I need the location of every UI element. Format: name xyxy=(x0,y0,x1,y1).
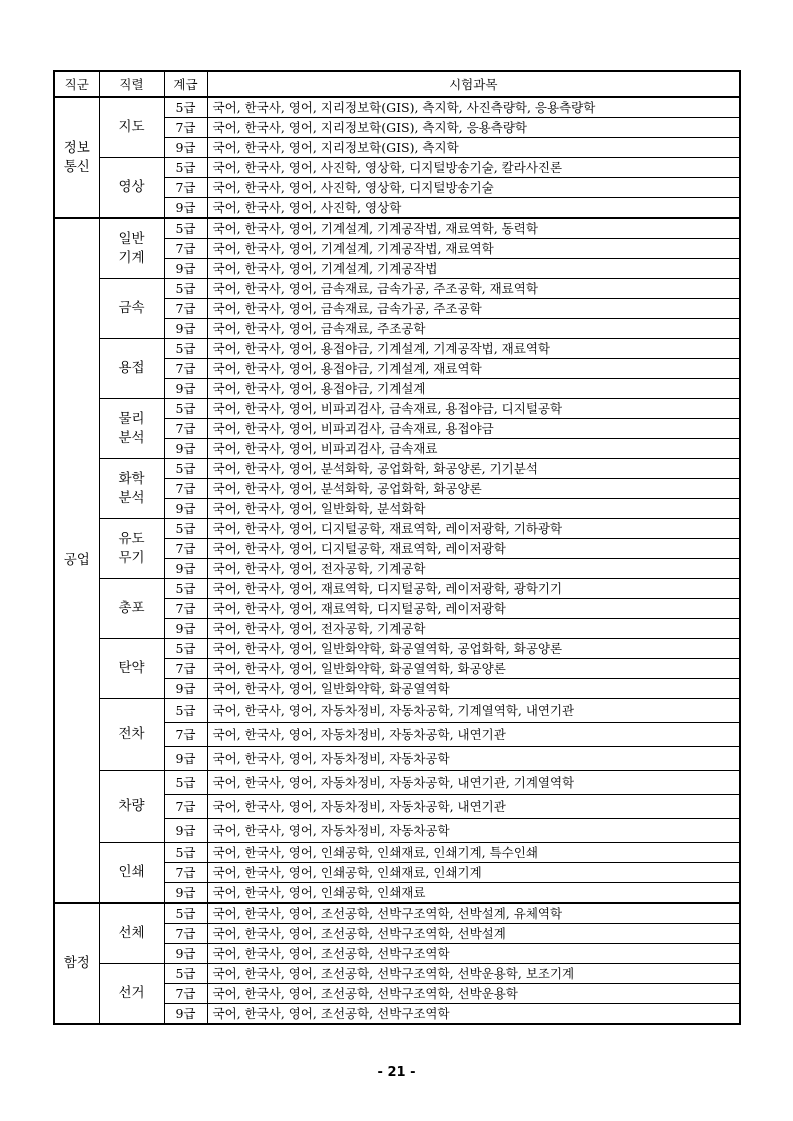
subjects-cell: 국어, 한국사, 영어, 일반화약학, 화공열역학, 화공양론 xyxy=(207,659,740,679)
subjects-cell: 국어, 한국사, 영어, 사진학, 영상학, 디지털방송기술, 칼라사진론 xyxy=(207,158,740,178)
table-row xyxy=(54,279,740,299)
subjects-cell: 국어, 한국사, 영어, 자동차정비, 자동차공학 xyxy=(207,819,740,843)
grade-cell: 7급 xyxy=(164,984,207,1004)
grade-cell: 5급 xyxy=(164,639,207,659)
table-row xyxy=(54,339,740,359)
subjects-cell: 국어, 한국사, 영어, 기계설계, 기계공작법, 재료역학 xyxy=(207,239,740,259)
grade-cell: 7급 xyxy=(164,659,207,679)
grade-cell: 5급 xyxy=(164,579,207,599)
grade-cell: 9급 xyxy=(164,499,207,519)
header-group: 직군 xyxy=(54,71,99,97)
group-section xyxy=(54,97,740,218)
series-cell: 선체 xyxy=(99,903,164,964)
subjects-cell: 국어, 한국사, 영어, 자동차정비, 자동차공학, 내연기관, 기계열역학 xyxy=(207,771,740,795)
grade-cell: 5급 xyxy=(164,771,207,795)
table-row xyxy=(54,579,740,599)
table-row xyxy=(54,158,740,178)
grade-cell: 9급 xyxy=(164,259,207,279)
subjects-cell: 국어, 한국사, 영어, 전자공학, 기계공학 xyxy=(207,559,740,579)
grade-cell: 9급 xyxy=(164,379,207,399)
group-section xyxy=(54,218,740,903)
subjects-cell: 국어, 한국사, 영어, 금속재료, 주조공학 xyxy=(207,319,740,339)
grade-cell: 9급 xyxy=(164,619,207,639)
grade-cell: 5급 xyxy=(164,339,207,359)
grade-cell: 9급 xyxy=(164,319,207,339)
group-cell: 정보 통신 xyxy=(54,97,99,218)
series-cell: 화학 분석 xyxy=(99,459,164,519)
subjects-cell: 국어, 한국사, 영어, 조선공학, 선박구조역학, 선박운용학 xyxy=(207,984,740,1004)
grade-cell: 9급 xyxy=(164,559,207,579)
subjects-cell: 국어, 한국사, 영어, 금속재료, 금속가공, 주조공학, 재료역학 xyxy=(207,279,740,299)
subjects-cell: 국어, 한국사, 영어, 자동차정비, 자동차공학 xyxy=(207,747,740,771)
subjects-cell: 국어, 한국사, 영어, 지리정보학(GIS), 측지학 xyxy=(207,138,740,158)
grade-cell: 7급 xyxy=(164,795,207,819)
grade-cell: 9급 xyxy=(164,944,207,964)
grade-cell: 5급 xyxy=(164,158,207,178)
series-cell: 인쇄 xyxy=(99,843,164,904)
grade-cell: 5급 xyxy=(164,218,207,239)
grade-cell: 7급 xyxy=(164,178,207,198)
grade-cell: 9급 xyxy=(164,819,207,843)
grade-cell: 7급 xyxy=(164,479,207,499)
subjects-cell: 국어, 한국사, 영어, 인쇄공학, 인쇄재료 xyxy=(207,883,740,904)
subjects-cell: 국어, 한국사, 영어, 사진학, 영상학 xyxy=(207,198,740,219)
table-row xyxy=(54,639,740,659)
subjects-cell: 국어, 한국사, 영어, 일반화약학, 화공열역학, 공업화학, 화공양론 xyxy=(207,639,740,659)
group-cell: 공업 xyxy=(54,218,99,903)
subjects-cell: 국어, 한국사, 영어, 분석화학, 공업화학, 화공양론 xyxy=(207,479,740,499)
table-row xyxy=(54,903,740,924)
subjects-cell: 국어, 한국사, 영어, 조선공학, 선박구조역학, 선박설계, 유체역학 xyxy=(207,903,740,924)
subjects-cell: 국어, 한국사, 영어, 전자공학, 기계공학 xyxy=(207,619,740,639)
grade-cell: 7급 xyxy=(164,924,207,944)
grade-cell: 5급 xyxy=(164,519,207,539)
table-row xyxy=(54,97,740,118)
grade-cell: 5급 xyxy=(164,97,207,118)
subjects-cell: 국어, 한국사, 영어, 재료역학, 디지털공학, 레이저광학 xyxy=(207,599,740,619)
header-grade: 계급 xyxy=(164,71,207,97)
subjects-cell: 국어, 한국사, 영어, 지리정보학(GIS), 측지학, 사진측량학, 응용측량학 xyxy=(207,97,740,118)
subjects-cell: 국어, 한국사, 영어, 디지털공학, 재료역학, 레이저광학, 기하광학 xyxy=(207,519,740,539)
header-series: 직렬 xyxy=(99,71,164,97)
grade-cell: 9급 xyxy=(164,198,207,219)
subjects-cell: 국어, 한국사, 영어, 사진학, 영상학, 디지털방송기술 xyxy=(207,178,740,198)
series-cell: 일반 기계 xyxy=(99,218,164,279)
subjects-cell: 국어, 한국사, 영어, 기계설계, 기계공작법 xyxy=(207,259,740,279)
series-cell: 영상 xyxy=(99,158,164,219)
grade-cell: 5급 xyxy=(164,843,207,863)
subjects-cell: 국어, 한국사, 영어, 지리정보학(GIS), 측지학, 응용측량학 xyxy=(207,118,740,138)
grade-cell: 9급 xyxy=(164,1004,207,1025)
series-cell: 물리 분석 xyxy=(99,399,164,459)
table-row xyxy=(54,699,740,723)
table-row xyxy=(54,459,740,479)
grade-cell: 5급 xyxy=(164,399,207,419)
series-cell: 금속 xyxy=(99,279,164,339)
table-header-row xyxy=(54,71,740,97)
series-cell: 차량 xyxy=(99,771,164,843)
subjects-cell: 국어, 한국사, 영어, 인쇄공학, 인쇄재료, 인쇄기계, 특수인쇄 xyxy=(207,843,740,863)
grade-cell: 9급 xyxy=(164,679,207,699)
grade-cell: 7급 xyxy=(164,419,207,439)
grade-cell: 9급 xyxy=(164,747,207,771)
table-row xyxy=(54,399,740,419)
series-cell: 전차 xyxy=(99,699,164,771)
header-subjects: 시험과목 xyxy=(207,71,740,97)
subjects-cell: 국어, 한국사, 영어, 금속재료, 금속가공, 주조공학 xyxy=(207,299,740,319)
grade-cell: 9급 xyxy=(164,883,207,904)
table-row xyxy=(54,964,740,984)
subjects-cell: 국어, 한국사, 영어, 비파괴검사, 금속재료 xyxy=(207,439,740,459)
subjects-cell: 국어, 한국사, 영어, 분석화학, 공업화학, 화공양론, 기기분석 xyxy=(207,459,740,479)
grade-cell: 7급 xyxy=(164,723,207,747)
subjects-cell: 국어, 한국사, 영어, 조선공학, 선박구조역학, 선박설계 xyxy=(207,924,740,944)
grade-cell: 9급 xyxy=(164,439,207,459)
series-cell: 총포 xyxy=(99,579,164,639)
series-cell: 탄약 xyxy=(99,639,164,699)
exam-subjects-table xyxy=(53,70,741,1025)
subjects-cell: 국어, 한국사, 영어, 조선공학, 선박구조역학 xyxy=(207,944,740,964)
table-row xyxy=(54,843,740,863)
subjects-cell: 국어, 한국사, 영어, 일반화약학, 화공열역학 xyxy=(207,679,740,699)
series-cell: 지도 xyxy=(99,97,164,158)
grade-cell: 7급 xyxy=(164,359,207,379)
page-number: - 21 - xyxy=(377,1065,416,1080)
series-cell: 용접 xyxy=(99,339,164,399)
subjects-cell: 국어, 한국사, 영어, 일반화학, 분석화학 xyxy=(207,499,740,519)
subjects-cell: 국어, 한국사, 영어, 디지털공학, 재료역학, 레이저광학 xyxy=(207,539,740,559)
grade-cell: 7급 xyxy=(164,539,207,559)
grade-cell: 5급 xyxy=(164,699,207,723)
grade-cell: 7급 xyxy=(164,239,207,259)
grade-cell: 7급 xyxy=(164,118,207,138)
subjects-cell: 국어, 한국사, 영어, 조선공학, 선박구조역학 xyxy=(207,1004,740,1025)
grade-cell: 5급 xyxy=(164,279,207,299)
subjects-cell: 국어, 한국사, 영어, 용접야금, 기계설계, 기계공작법, 재료역학 xyxy=(207,339,740,359)
series-cell: 유도 무기 xyxy=(99,519,164,579)
subjects-cell: 국어, 한국사, 영어, 자동차정비, 자동차공학, 기계열역학, 내연기관 xyxy=(207,699,740,723)
grade-cell: 7급 xyxy=(164,863,207,883)
subjects-cell: 국어, 한국사, 영어, 비파괴검사, 금속재료, 용접야금 xyxy=(207,419,740,439)
subjects-cell: 국어, 한국사, 영어, 인쇄공학, 인쇄재료, 인쇄기계 xyxy=(207,863,740,883)
grade-cell: 5급 xyxy=(164,459,207,479)
grade-cell: 9급 xyxy=(164,138,207,158)
group-cell: 함정 xyxy=(54,903,99,1024)
grade-cell: 5급 xyxy=(164,903,207,924)
grade-cell: 7급 xyxy=(164,299,207,319)
table-row xyxy=(54,519,740,539)
subjects-cell: 국어, 한국사, 영어, 자동차정비, 자동차공학, 내연기관 xyxy=(207,723,740,747)
subjects-cell: 국어, 한국사, 영어, 기계설계, 기계공작법, 재료역학, 동력학 xyxy=(207,218,740,239)
grade-cell: 5급 xyxy=(164,964,207,984)
table-row xyxy=(54,218,740,239)
subjects-cell: 국어, 한국사, 영어, 용접야금, 기계설계, 재료역학 xyxy=(207,359,740,379)
series-cell: 선거 xyxy=(99,964,164,1025)
group-section xyxy=(54,903,740,1024)
subjects-cell: 국어, 한국사, 영어, 비파괴검사, 금속재료, 용접야금, 디지털공학 xyxy=(207,399,740,419)
grade-cell: 7급 xyxy=(164,599,207,619)
subjects-cell: 국어, 한국사, 영어, 용접야금, 기계설계 xyxy=(207,379,740,399)
table-row xyxy=(54,771,740,795)
subjects-cell: 국어, 한국사, 영어, 자동차정비, 자동차공학, 내연기관 xyxy=(207,795,740,819)
subjects-cell: 국어, 한국사, 영어, 조선공학, 선박구조역학, 선박운용학, 보조기계 xyxy=(207,964,740,984)
subjects-cell: 국어, 한국사, 영어, 재료역학, 디지털공학, 레이저광학, 광학기기 xyxy=(207,579,740,599)
